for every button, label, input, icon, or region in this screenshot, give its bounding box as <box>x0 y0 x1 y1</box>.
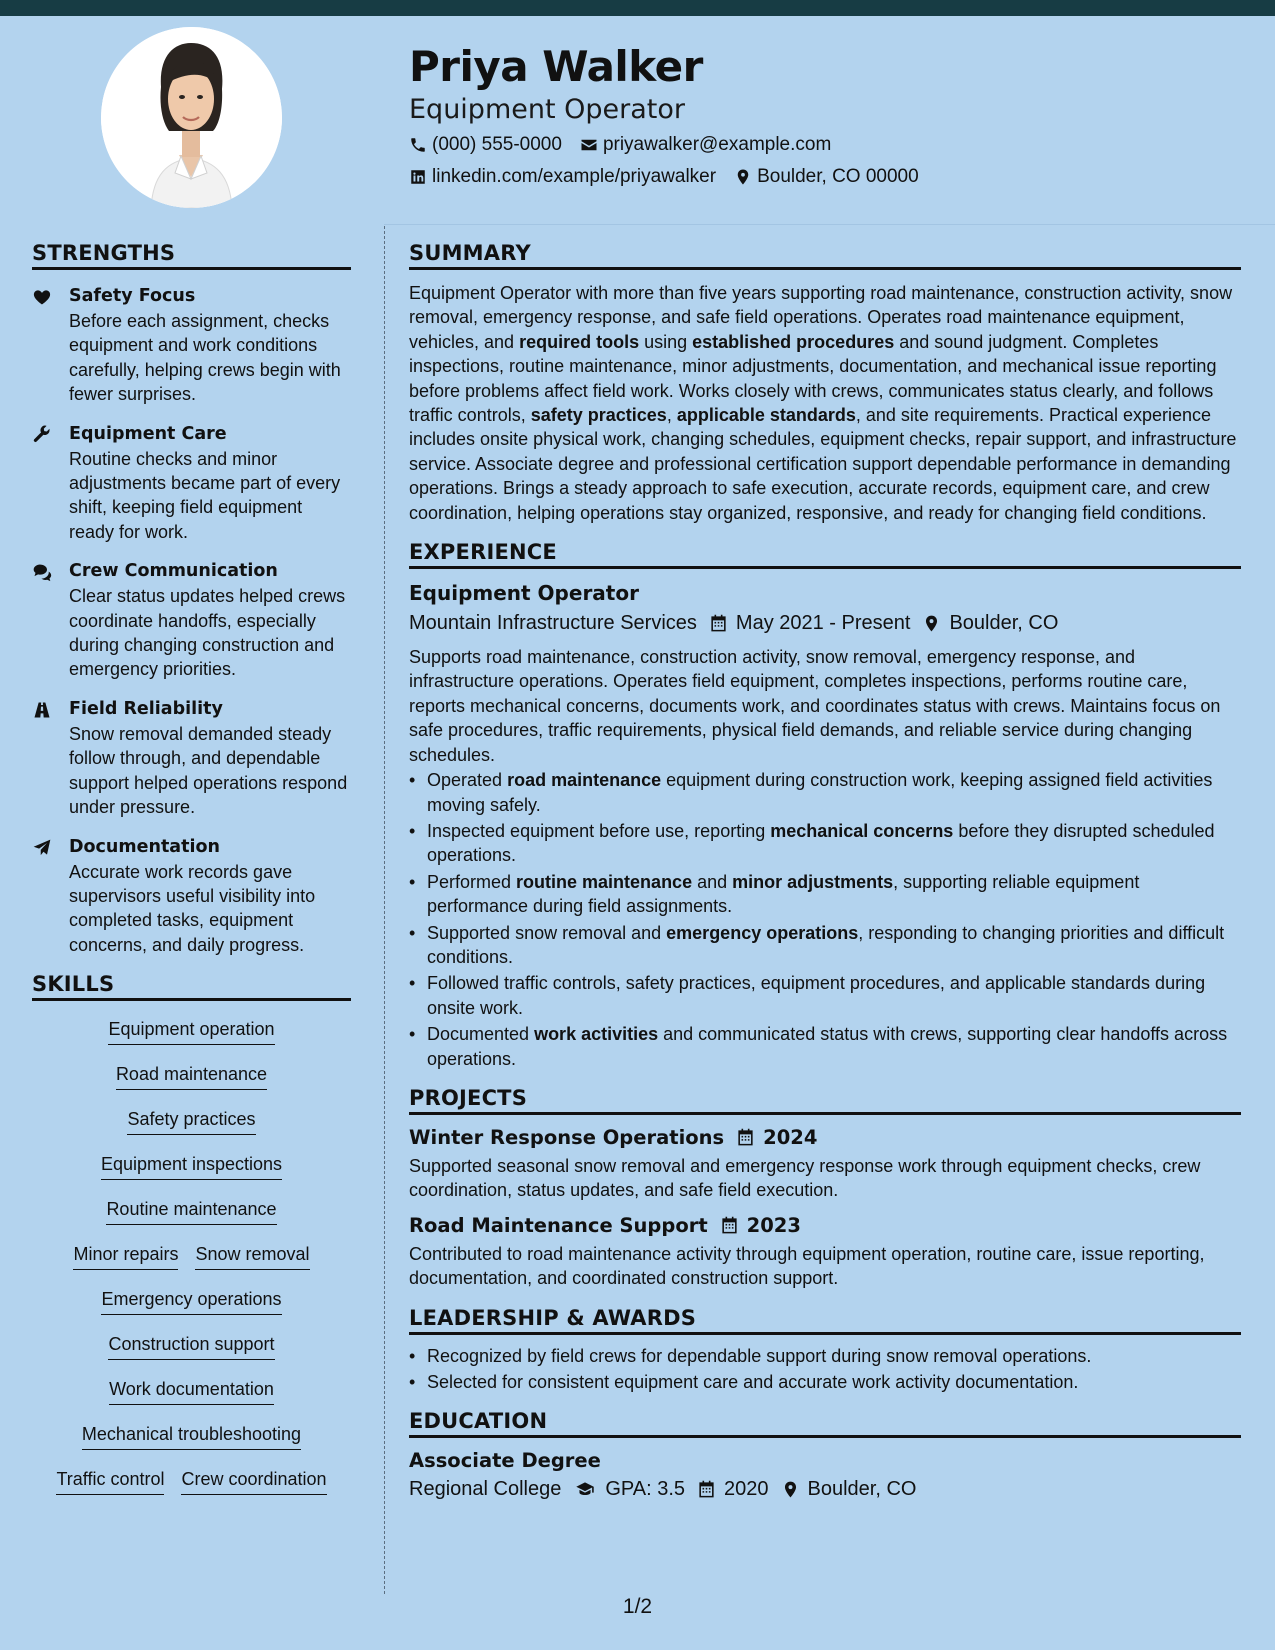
emphasis-text: road maintenance <box>507 770 662 791</box>
paper-plane-icon <box>32 838 52 858</box>
road-icon <box>32 700 52 720</box>
skills-list <box>32 1010 351 1511</box>
map-pin-icon <box>781 1480 800 1499</box>
leadership-list <box>409 1344 1241 1395</box>
job-title: Equipment Operator <box>409 581 639 606</box>
skill-tag: Equipment operation <box>108 1016 274 1045</box>
graduation-cap-icon <box>573 1480 597 1499</box>
job-meta <box>409 612 1241 635</box>
education-heading: EDUCATION <box>409 1409 1241 1438</box>
project-name: Road Maintenance Support <box>409 1213 708 1237</box>
strength-text: Routine checks and minor adjustments became part of every shift, keeping field equipment ready for work. <box>69 448 341 542</box>
chat-bubbles-icon <box>32 562 52 582</box>
leadership-item: • Recognized by field crews for dependable support during snow removal operations. <box>427 1344 1241 1368</box>
job-bullet <box>427 870 1241 919</box>
right-column <box>409 241 1241 1501</box>
skill-tag: Traffic control <box>56 1466 164 1495</box>
strength-item <box>32 559 351 682</box>
body-text: Inspected equipment before use, reporting <box>427 820 771 841</box>
skill-tag: Snow removal <box>195 1241 309 1270</box>
education-location: Boulder, CO <box>807 1478 917 1501</box>
emphasis-text: mechanical concerns <box>770 820 954 841</box>
strengths-list <box>32 284 351 957</box>
project-year: 2024 <box>763 1125 818 1149</box>
body-text: , supporting reliable equipment performance during field assignments. <box>427 871 1140 917</box>
school-name: Regional College <box>409 1478 562 1501</box>
location-contact <box>734 166 919 188</box>
calendar-icon <box>720 1216 739 1235</box>
body-text: , responding to changing priorities and difficult conditions. <box>427 922 1225 967</box>
map-pin-icon <box>734 168 752 186</box>
strengths-heading: STRENGTHS <box>32 241 351 270</box>
summary-text <box>409 281 1241 525</box>
skill-tag: Road maintenance <box>116 1061 267 1090</box>
strength-item <box>32 284 351 407</box>
strength-title: Field Reliability <box>69 698 223 719</box>
skill-tag: Equipment inspections <box>101 1151 282 1180</box>
phone-text: (000) 555-0000 <box>432 134 562 155</box>
strength-title: Documentation <box>69 836 220 857</box>
project-description: Supported seasonal snow removal and emergency response work through equipment checks, crew coordination, status updates, and safe field execution. <box>409 1155 1201 1201</box>
emphasis-text: required tools <box>519 331 640 352</box>
candidate-title: Equipment Operator <box>409 94 685 125</box>
header-divider <box>384 224 1275 225</box>
education-meta <box>409 1478 1241 1501</box>
strength-text: Snow removal demanded steady follow through, and dependable support helped operations respond under pressure. <box>69 723 348 818</box>
job-bullet <box>427 768 1241 817</box>
body-text: , and site requirements. Practical experience includes onsite physical work, changing schedules, equipment checks, repair support, and infrastructure service. Associate degree and professional certification support dependable performance in demanding operations. Brings a steady approach to safe execution, accurate records, equipment care, and crew coordination, helping operations stay organized, responsive, and ready for changing field conditions. <box>409 405 1237 523</box>
strength-item <box>32 697 351 820</box>
job-bullet <box>427 819 1241 868</box>
phone-icon <box>409 136 427 154</box>
project-header <box>409 1214 1241 1237</box>
job-dates: May 2021 - Present <box>735 612 911 635</box>
skill-tag: Crew coordination <box>181 1466 326 1495</box>
job-bullets <box>409 768 1241 1071</box>
envelope-icon <box>580 136 598 154</box>
project-header <box>409 1126 1241 1149</box>
body-text: Performed <box>427 871 517 892</box>
emphasis-text: established procedures <box>692 331 895 352</box>
project-year: 2023 <box>746 1213 801 1237</box>
strength-title: Safety Focus <box>69 286 196 306</box>
calendar-icon <box>709 614 728 633</box>
body-text: Documented <box>427 1024 535 1045</box>
education-degree: Associate Degree <box>409 1449 601 1473</box>
emphasis-text: safety practices <box>530 405 667 426</box>
experience-heading: EXPERIENCE <box>409 540 1241 569</box>
skill-tag: Minor repairs <box>73 1241 178 1270</box>
strength-item <box>32 835 351 958</box>
body-text: and <box>692 871 733 892</box>
calendar-icon <box>697 1480 716 1499</box>
skill-tag: Routine maintenance <box>106 1196 276 1225</box>
job-bullet <box>427 971 1241 1020</box>
emphasis-text: emergency operations <box>666 922 859 943</box>
calendar-icon <box>736 1128 755 1147</box>
body-text: Followed traffic controls, safety practices, equipment procedures, and applicable standards during onsite work. <box>427 973 1206 1018</box>
skill-tag: Mechanical troubleshooting <box>82 1421 301 1450</box>
skill-tag: Emergency operations <box>101 1286 281 1315</box>
summary-heading: SUMMARY <box>409 241 1241 270</box>
location-text: Boulder, CO 00000 <box>757 166 919 187</box>
project-name: Winter Response Operations <box>409 1125 725 1149</box>
strength-text: Clear status updates helped crews coordinate handoffs, especially during changing construction and emergency priorities. <box>69 586 346 680</box>
skill-tag: Safety practices <box>127 1106 255 1135</box>
project-description: Contributed to road maintenance activity through equipment operation, routine care, issue reporting, documentation, and coordinated construction support. <box>409 1243 1205 1289</box>
education-gpa: GPA: 3.5 <box>605 1478 685 1501</box>
body-text: , <box>666 405 677 426</box>
page-number: 1/2 <box>622 1595 653 1618</box>
job-bullet <box>427 921 1241 970</box>
emphasis-text: applicable standards <box>676 405 856 426</box>
linkedin-icon <box>409 168 427 186</box>
leadership-heading: LEADERSHIP & AWARDS <box>409 1306 1241 1335</box>
projects-heading: PROJECTS <box>409 1086 1241 1115</box>
contact-row-primary <box>409 134 831 156</box>
contact-row-secondary <box>409 166 919 188</box>
wrench-icon <box>32 425 52 445</box>
strength-text: Before each assignment, checks equipment and work conditions carefully, helping crews begin with fewer surprises. <box>69 311 341 405</box>
map-pin-icon <box>922 614 941 633</box>
emphasis-text: minor adjustments <box>732 871 894 892</box>
job-location: Boulder, CO <box>949 612 1059 635</box>
profile-photo <box>101 27 282 208</box>
column-divider <box>384 226 385 1594</box>
company-name: Mountain Infrastructure Services <box>409 612 697 635</box>
email-contact[interactable] <box>580 134 831 156</box>
strength-title: Crew Communication <box>69 561 278 582</box>
emphasis-text: work activities <box>534 1024 659 1045</box>
linkedin-text: linkedin.com/example/priyawalker <box>432 166 717 187</box>
body-text: Operated <box>427 770 508 791</box>
leadership-item: • Selected for consistent equipment care and accurate work activity documentation. <box>427 1370 1241 1394</box>
body-text: and communicated status with crews, supporting clear handoffs across operations. <box>427 1024 1228 1069</box>
strength-title: Equipment Care <box>69 423 227 444</box>
body-text: before they disrupted scheduled operations. <box>427 820 1215 866</box>
job-description: Supports road maintenance, construction activity, snow removal, emergency response, and infrastructure operations. Operates field equipment, completes inspections, performs routine care, reports mechanical concerns, documents work, and coordinates status with crews. Maintains focus on safe procedures, traffic requirements, physical field demands, and reliable service during changing schedules. <box>409 647 1221 765</box>
left-column <box>32 241 351 1511</box>
candidate-name: Priya Walker <box>409 42 703 91</box>
email-text: priyawalker@example.com <box>602 134 832 155</box>
skill-tag: Work documentation <box>109 1376 274 1405</box>
strength-text: Accurate work records gave supervisors useful visibility into completed tasks, equipment concerns, and daily progress. <box>69 861 316 955</box>
body-text: equipment during construction work, keeping assigned field activities moving safely. <box>427 770 1213 815</box>
linkedin-contact[interactable] <box>409 166 716 188</box>
body-text: Equipment Operator with more than five years supporting road maintenance, construction activity, snow removal, emergency response, and safe field operations. Operates road maintenance equipment, vehicles, and <box>409 283 1233 352</box>
top-accent-bar <box>0 0 1275 16</box>
emphasis-text: routine maintenance <box>516 871 693 892</box>
body-text: and sound judgment. Completes inspections, routine maintenance, minor adjustments, documentation, and mechanical issue reporting before problems affect field work. Works closely with crews, communicates status clearly, and follows traffic controls, <box>409 331 1217 426</box>
skill-tag: Construction support <box>108 1331 274 1360</box>
job-bullet <box>427 1022 1241 1071</box>
phone-contact[interactable] <box>409 134 562 156</box>
skills-heading: SKILLS <box>32 972 351 1001</box>
body-text: using <box>639 331 693 352</box>
heart-icon <box>32 287 52 307</box>
education-year: 2020 <box>724 1478 769 1501</box>
strength-item <box>32 422 351 545</box>
body-text: Supported snow removal and <box>427 922 667 943</box>
